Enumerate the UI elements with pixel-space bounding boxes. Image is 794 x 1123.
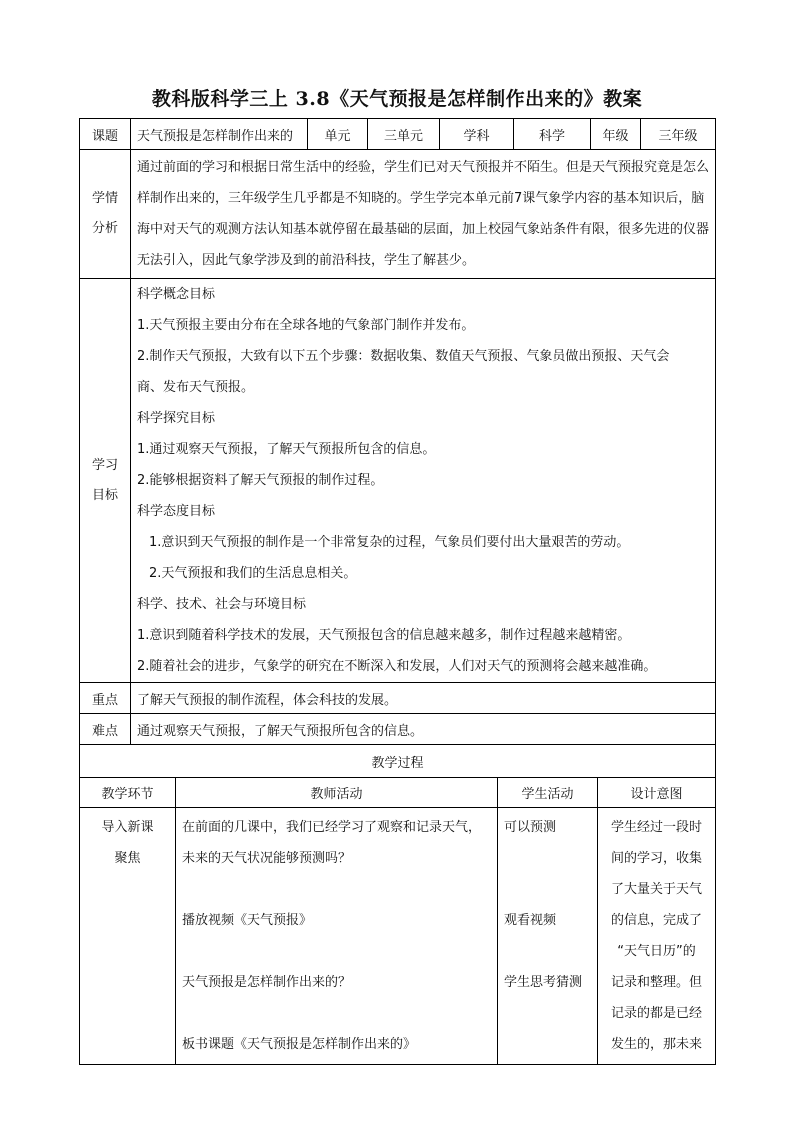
document-title: 教科版科学三上 3.8《天气预报是怎样制作出来的》教案: [151, 88, 643, 110]
goal-item: 2.能够根据资料了解天气预报的制作过程。: [137, 473, 384, 488]
teacher-line: 未来的天气状况能够预测吗？: [182, 851, 352, 866]
lesson-info-table: [79, 118, 716, 745]
goal-heading-sts: 科学、技术、社会与环境目标: [137, 597, 307, 612]
header-design: 设计意图: [598, 778, 716, 808]
design-line: 学生经过一段时: [611, 820, 703, 835]
design-line: 记录的都是已经: [611, 1006, 703, 1021]
key-point-text: 了解天气预报的制作流程，体会科技的发展。: [131, 683, 716, 714]
stage-line1: 导入新课: [101, 820, 154, 835]
teacher-activity-cell: [176, 808, 498, 1065]
design-line: 间的学习，收集: [611, 851, 703, 866]
subject-label: 学科: [440, 119, 514, 150]
topic-value: 天气预报是怎样制作出来的: [131, 119, 308, 150]
analysis-label: [80, 150, 131, 279]
student-line: [504, 1029, 591, 1060]
design-line: 的信息，完成了: [611, 913, 703, 928]
header-stage: 教学环节: [80, 778, 176, 808]
goal-item: 1.意识到随着科学技术的发展，天气预报包含的信息越来越多，制作过程越来越精密。: [137, 628, 631, 643]
teacher-line: 在前面的几课中，我们已经学习了观察和记录天气，: [182, 820, 482, 835]
difficulty-text: 通过观察天气预报，了解天气预报所包含的信息。: [131, 714, 716, 745]
goals-label-line2: 目标: [91, 487, 118, 503]
grade-label: 年级: [591, 119, 641, 150]
key-point-label: 重点: [80, 683, 131, 714]
subject-value: 科学: [514, 119, 591, 150]
analysis-cell: [131, 150, 716, 279]
goal-item: 2.制作天气预报，大致有以下五个步骤：数据收集、数值天气预报、气象员做出预报、天气会: [137, 349, 670, 364]
topic-label: 课题: [80, 119, 131, 150]
student-line: 可以预测: [504, 820, 557, 835]
stage-cell: [80, 808, 176, 1065]
student-line: [504, 874, 591, 905]
analysis-label-line1: 学情: [91, 191, 118, 206]
goal-item: 1.意识到天气预报的制作是一个非常复杂的过程，气象员们要付出大量艰苦的劳动。: [149, 535, 630, 550]
goal-heading-concept: 科学概念目标: [137, 287, 216, 302]
design-line: 记录和整理。但: [611, 975, 703, 990]
student-line: [504, 998, 591, 1029]
grade-value: 三年级: [641, 119, 716, 150]
goal-item: 2.随着社会的进步，气象学的研究在不断深入和发展，人们对天气的预测将会越来越准确。: [137, 659, 657, 674]
teacher-line: [182, 874, 491, 905]
teacher-line: 播放视频《天气预报》: [182, 913, 313, 928]
design-line: “天气日历”的: [617, 944, 696, 959]
student-activity-cell: [498, 808, 598, 1065]
goal-heading-attitude: 科学态度目标: [137, 504, 216, 519]
student-line: 观看视频: [504, 913, 557, 928]
analysis-label-line2: 分析: [91, 221, 118, 236]
unit-value: 三单元: [368, 119, 440, 150]
goal-item-continued: 商、发布天气预报。: [137, 380, 255, 395]
stage-line2: 聚焦: [114, 851, 141, 866]
design-intent-cell: [598, 808, 716, 1065]
goals-cell: [131, 279, 716, 683]
difficulty-label: 难点: [80, 714, 131, 745]
header-teacher: 教师活动: [176, 778, 498, 808]
process-title: 教学过程: [80, 745, 716, 778]
goals-label: [80, 279, 131, 683]
teacher-line: [182, 998, 491, 1029]
teaching-process-table: [79, 744, 716, 1065]
header-student: 学生活动: [498, 778, 598, 808]
unit-label: 单元: [308, 119, 368, 150]
goal-item: 1.通过观察天气预报，了解天气预报所包含的信息。: [137, 442, 436, 457]
student-line: [504, 843, 591, 874]
goal-item: 1.天气预报主要由分布在全球各地的气象部门制作并发布。: [137, 318, 475, 333]
analysis-text: 通过前面的学习和根据日常生活中的经验，学生们已对天气预报并不陌生。但是天气预报究竟是怎么样制作出来的，三年级学生几乎都是不知晓的。学生学完本单元前7课气象学内容的基本知识后，脑海中对天气的观测方法认知基本就停留在最基础的层面，加上校园气象站条件有限，很多先进的仪器无法引入，因此气象学涉及到的前沿科技，学生了解甚少。: [137, 160, 710, 268]
design-line: 发生的，那未来: [611, 1037, 703, 1052]
goals-label-line1: 学习: [91, 457, 118, 473]
design-line: 了大量关于天气: [611, 882, 703, 897]
teacher-line: 板书课题《天气预报是怎样制作出来的》: [182, 1037, 417, 1052]
student-line: [504, 936, 591, 967]
goal-item: 2.天气预报和我们的生活息息相关。: [149, 566, 357, 581]
goal-heading-inquiry: 科学探究目标: [137, 411, 216, 426]
student-line: 学生思考猜测: [504, 975, 583, 990]
teacher-line: [182, 936, 491, 967]
teacher-line: 天气预报是怎样制作出来的？: [182, 975, 352, 990]
